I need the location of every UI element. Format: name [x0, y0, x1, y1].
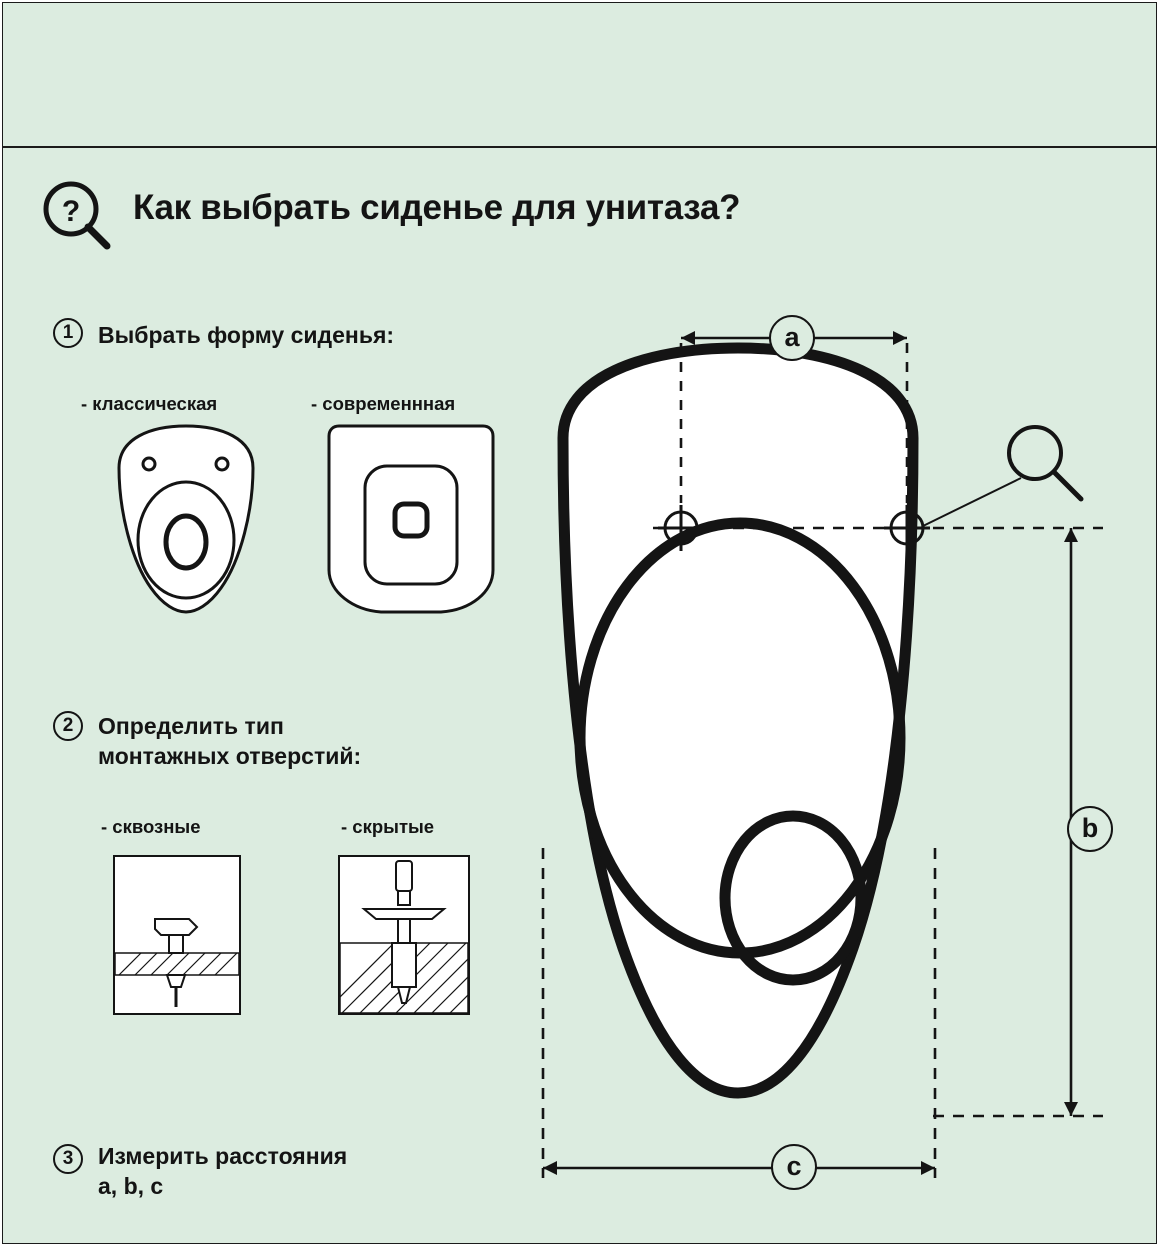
toilet-seat-measurement-diagram [503, 288, 1143, 1218]
step-3-number: 3 [53, 1144, 83, 1174]
magnifier-question-icon [41, 181, 113, 253]
option-modern-label: - современнная [311, 393, 456, 414]
option-hidden-label: - скрытые [341, 816, 435, 837]
step-1-title: Выбрать форму сиденья: [98, 322, 395, 348]
step-1-number: 1 [53, 318, 83, 348]
step-3-title-line2: a, b, c [98, 1173, 164, 1199]
step-2-title-line1: Определить тип [98, 713, 284, 739]
svg-text:?: ? [61, 195, 81, 228]
top-blank-strip [2, 2, 1157, 147]
option-through-label: - сквозные [101, 816, 201, 837]
modern-seat-shape-icon [321, 420, 501, 620]
main-panel [2, 147, 1157, 1244]
step-2-title-line2: монтажных отверстий: [98, 743, 362, 769]
hidden-hole-mount-icon [338, 855, 470, 1015]
dimension-a-label: a [769, 315, 815, 361]
step-3-title-line1: Измерить расстояния [98, 1143, 348, 1169]
step-2-number: 2 [53, 711, 83, 741]
page-title: Как выбрать сиденье для унитаза? [133, 188, 741, 227]
dimension-c-label: c [771, 1144, 817, 1190]
through-hole-mount-icon [113, 855, 241, 1015]
dimension-b-label: b [1067, 806, 1113, 852]
option-classic-label: - классическая [81, 393, 218, 414]
classic-seat-shape-icon [91, 420, 281, 620]
